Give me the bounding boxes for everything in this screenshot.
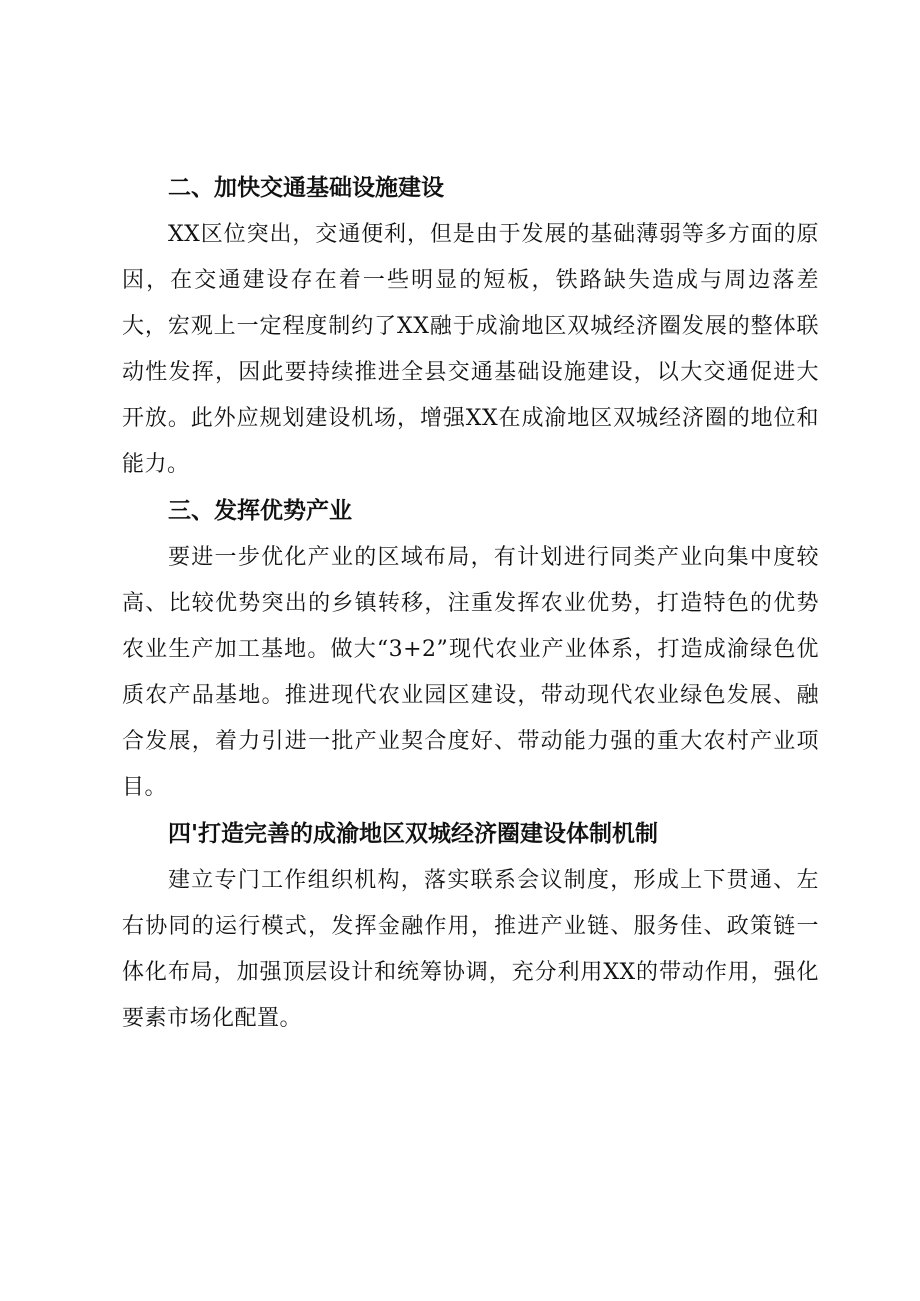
section-heading-transport: 二、加快交通基础设施建设: [168, 175, 444, 201]
section-heading-mechanism: 四'打造完善的成渝地区双城经济圈建设体制机制: [168, 821, 659, 847]
section-paragraph-mechanism: 建立专门工作组织机构，落实联系会议制度，形成上下贯通、左右协同的运行模式，发挥金融作用，推进产业链、服务佳、政策链一体化布局，加强顶层设计和统筹协调，充分利用XX的带动作用，强化要素市场化配置。: [122, 868, 819, 1031]
document-body: [122, 165, 819, 1042]
section-paragraph-transport: XX区位突出，交通便利，但是由于发展的基础薄弱等多方面的原因，在交通建设存在着一些明显的短板，铁路缺失造成与周边落差大，宏观上一定程度制约了XX融于成渝地区双城经济圈发展的整体联动性发挥，因此要持续推进全县交通基础设施建设，以大交通促进大开放。此外应规划建设机场，增强XX在成渝地区双城经济圈的地位和能力。: [122, 222, 819, 477]
section-paragraph-industry: 要进一步优化产业的区域布局，有计划进行同类产业向集中度较高、比较优势突出的乡镇转移，注重发挥农业优势，打造特色的优势农业生产加工基地。做大“3+2”现代农业产业体系，打造成渝绿色优质农产品基地。推进现代农业园区建设，带动现代农业绿色发展、融合发展，着力引进一批产业契合度好、带动能力强的重大农村产业项目。: [122, 545, 819, 800]
section-heading-industry: 三、发挥优势产业: [168, 498, 352, 524]
